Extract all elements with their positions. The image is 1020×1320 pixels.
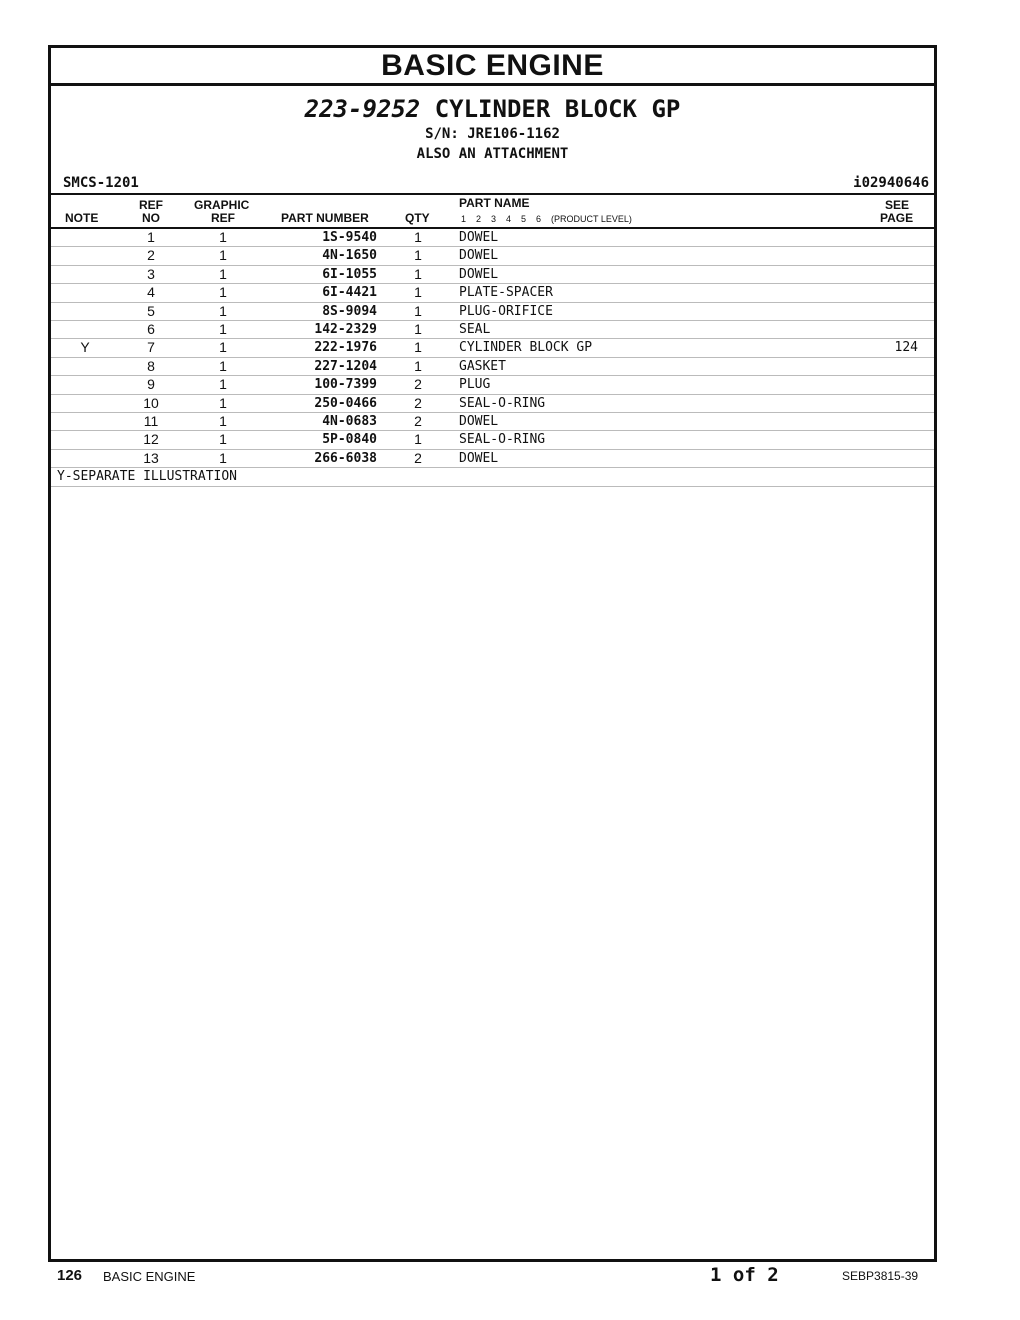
cell-ref-no: 7 [147,339,155,356]
column-headers [51,193,934,229]
cell-part-name: PLUG-ORIFICE [459,303,553,319]
parts-table [51,229,934,468]
illustration-id: i02940646 [853,175,929,191]
table-row [51,339,934,357]
header-ref-top: REF [139,198,163,212]
header-see-top: SEE [885,198,910,212]
cell-graphic-ref: 1 [219,394,227,411]
cell-graphic-ref: 1 [219,320,227,337]
table-row [51,303,934,321]
cell-graphic-ref: 1 [219,412,227,429]
cell-qty: 1 [414,265,422,282]
cell-part-number: 4N-0683 [322,413,377,429]
cell-ref-no: 13 [143,449,159,466]
cell-part-name: DOWEL [459,266,499,282]
cell-part-number: 1S-9540 [322,230,377,245]
cell-qty: 1 [414,339,422,356]
footer-sheet: 1 of 2 [710,1264,779,1286]
group-title [51,94,934,124]
cell-part-name: PLUG [459,377,491,393]
header-product-levels: 1 2 3 4 5 6 (PRODUCT LEVEL) [461,214,632,224]
cell-qty: 2 [414,449,422,466]
cell-part-number: 8S-9094 [322,303,377,319]
cell-graphic-ref: 1 [219,229,227,245]
cell-part-number: 6I-1055 [322,266,377,282]
cell-qty: 1 [414,229,422,245]
footer-doc-id: SEBP3815-39 [842,1269,919,1283]
cell-ref-no: 6 [147,320,155,337]
cell-ref-no: 2 [147,247,155,264]
group-serial: S/N: JRE106-1162 [425,126,560,142]
cell-ref-no: 5 [147,302,155,319]
table-row [51,395,934,413]
cell-ref-no: 1 [147,229,155,245]
cell-ref-no: 8 [147,357,155,374]
table-row [51,229,934,247]
smcs-code: SMCS-1201 [63,175,139,191]
cell-part-name: PLATE-SPACER [459,285,553,301]
cell-qty: 1 [414,302,422,319]
cell-qty: 2 [414,412,422,429]
cell-qty: 2 [414,394,422,411]
cell-part-number: 100-7399 [314,377,377,393]
cell-qty: 2 [414,376,422,393]
cell-part-number: 4N-1650 [322,248,377,264]
header-ref-bottom: NO [142,211,160,225]
cell-part-number: 5P-0840 [322,432,377,448]
header-note: NOTE [65,211,99,225]
header-qty: QTY [405,211,430,225]
table-row [51,266,934,284]
cell-graphic-ref: 1 [219,265,227,282]
cell-ref-no: 11 [143,412,159,429]
group-header [51,86,934,164]
cell-part-name: DOWEL [459,413,499,429]
cell-graphic-ref: 1 [219,284,227,301]
group-part-number: 223-9252 [304,95,421,123]
meta-row [51,171,934,193]
cell-part-number: 227-1204 [314,358,377,374]
cell-graphic-ref: 1 [219,247,227,264]
table-row [51,413,934,431]
cell-ref-no: 12 [143,431,159,448]
cell-graphic-ref: 1 [219,339,227,356]
cell-part-name: SEAL-O-RING [459,432,546,448]
cell-graphic-ref: 1 [219,431,227,448]
header-part-name: PART NAME [459,196,530,210]
cell-graphic-ref: 1 [219,376,227,393]
cell-ref-no: 10 [143,394,159,411]
cell-qty: 1 [414,284,422,301]
cell-part-name: DOWEL [459,230,499,245]
cell-qty: 1 [414,320,422,337]
header-graphic-top: GRAPHIC [194,198,250,212]
table-row [51,376,934,394]
cell-see-page: 124 [894,340,918,356]
header-see-bottom: PAGE [880,211,914,225]
cell-qty: 1 [414,247,422,264]
group-note: ALSO AN ATTACHMENT [416,146,569,162]
cell-part-name: GASKET [459,358,506,374]
footer-page-number: 126 [57,1267,83,1284]
cell-note: Y [80,339,90,356]
cell-qty: 1 [414,431,422,448]
cell-part-name: DOWEL [459,248,499,264]
table-row [51,284,934,302]
cell-graphic-ref: 1 [219,357,227,374]
cell-part-number: 222-1976 [314,340,377,356]
cell-part-name: CYLINDER BLOCK GP [459,340,593,356]
section-title: BASIC ENGINE [51,48,934,86]
table-row [51,431,934,449]
footnote: Y-SEPARATE ILLUSTRATION [51,468,934,487]
cell-part-number: 6I-4421 [322,285,377,301]
cell-part-number: 266-6038 [314,450,377,466]
cell-part-name: SEAL [459,321,491,337]
cell-graphic-ref: 1 [219,302,227,319]
parts-page-frame [48,45,937,1262]
cell-ref-no: 3 [147,265,155,282]
table-row [51,321,934,339]
cell-part-number: 250-0466 [314,395,377,411]
cell-qty: 1 [414,357,422,374]
page-footer [0,1264,1020,1288]
footer-section: BASIC ENGINE [103,1269,196,1284]
table-row [51,358,934,376]
table-row [51,450,934,468]
header-part-number: PART NUMBER [281,211,369,225]
cell-part-name: SEAL-O-RING [459,395,546,411]
cell-part-name: DOWEL [459,450,499,466]
group-name: CYLINDER BLOCK GP [434,95,681,123]
cell-part-number: 142-2329 [314,321,377,337]
cell-graphic-ref: 1 [219,449,227,466]
cell-ref-no: 4 [147,284,155,301]
table-row [51,247,934,265]
cell-ref-no: 9 [147,376,155,393]
header-graphic-bottom: REF [211,211,235,225]
